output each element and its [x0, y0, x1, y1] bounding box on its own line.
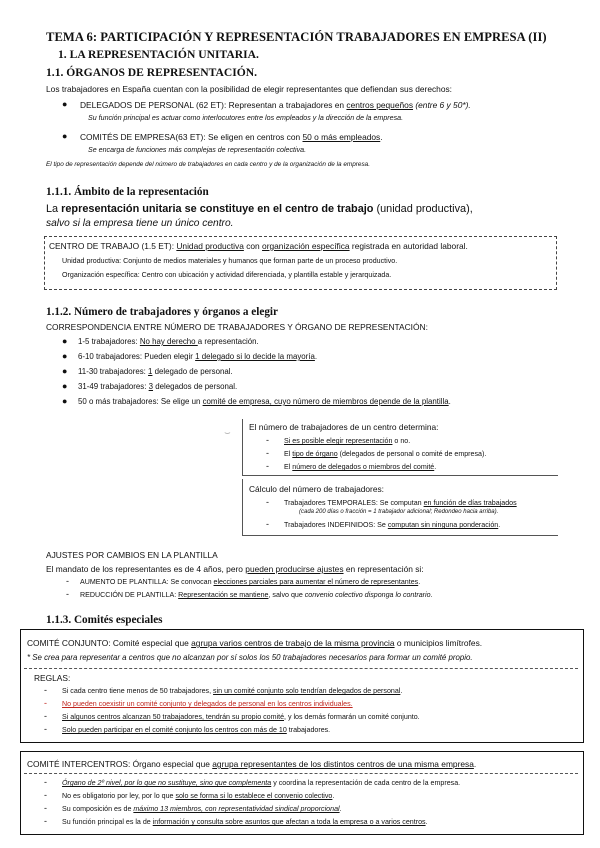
subsection-heading: 1.1. ÓRGANOS DE REPRESENTACIÓN.	[46, 66, 258, 79]
box1-item: El tipo de órgano (delegados de personal o comité de empresa).	[284, 450, 487, 458]
box2-bottom-border	[242, 535, 558, 536]
dash-icon: -	[44, 724, 47, 734]
box2-temporales-note: (cada 200 días o fracción = 1 trabajador adicional; Redondeo hacia arriba).	[299, 509, 499, 515]
intercentros-item: Órgano de 2º nivel, por lo que no sustituye, sino que complementa y coordina la representación de cada centro de la empresa.	[62, 779, 461, 787]
list-item: 31-49 trabajadores: 3 delegados de personal.	[78, 382, 238, 391]
bullet-icon: ●	[62, 381, 68, 391]
dash-icon: -	[44, 711, 47, 721]
list-item: 50 o más trabajadores: Se elige un comité de empresa, cuyo número de miembros depende de la plantilla.	[78, 397, 451, 406]
intro-text: Los trabajadores en España cuentan con la posibilidad de elegir representantes que defiendan sus derechos:	[46, 84, 453, 94]
list-item: 11-30 trabajadores: 1 delegado de personal.	[78, 367, 233, 376]
bullet-icon: ●	[62, 131, 68, 141]
bullet-icon: ●	[62, 366, 68, 376]
delegados-note: Su función principal es actuar como interlocutores entre los empleados y la dirección de la empresa.	[88, 114, 404, 122]
section-heading: 1. LA REPRESENTACIÓN UNITARIA.	[58, 48, 259, 61]
organizacion-especifica-def: Organización específica: Centro con ubicación y actividad diferenciada, y plantilla estable y jerarquizada.	[62, 271, 392, 279]
intercentros-item: Su función principal es la de información y consulta sobre asuntos que afectan a toda la empresa o a varios centros.	[62, 818, 428, 826]
box2-indefinidos: Trabajadores INDEFINIDOS: Se computan sin ninguna ponderación.	[284, 521, 501, 529]
box1-item: Si es posible elegir representación o no.	[284, 437, 411, 445]
delegados-item: DELEGADOS DE PERSONAL (62 ET): Representan a trabajadores en centros pequeños (entre 6 y 50*).	[80, 100, 471, 110]
bullet-icon: ●	[62, 396, 68, 406]
comite-intercentros-def: COMITÉ INTERCENTROS: Órgano especial que agrupa representantes de los distintos centros de una misma empresa.	[27, 759, 477, 769]
footnote: El tipo de representación depende del número de trabajadores en cada centro y de la organización de la empresa.	[46, 161, 371, 168]
ajustes-aumento: AUMENTO DE PLANTILLA: Se convocan elecciones parciales para aumentar el número de representantes.	[80, 578, 421, 586]
box2-title: Cálculo del número de trabajadores:	[249, 484, 385, 494]
dash-icon: -	[266, 448, 269, 458]
dash-icon: -	[44, 790, 47, 800]
box1-title: El número de trabajadores de un centro determina:	[249, 422, 439, 432]
stray-mark: ‿	[225, 428, 230, 434]
correspondencia-title: CORRESPONDENCIA ENTRE NÚMERO DE TRABAJADORES Y ÓRGANO DE REPRESENTACIÓN:	[46, 322, 428, 332]
dash-icon: -	[266, 519, 269, 529]
centro-trabajo-def: CENTRO DE TRABAJO (1.5 ET): Unidad productiva con organización específica registrada en autoridad laboral.	[49, 241, 468, 251]
box1-item: El número de delegados o miembros del comité.	[284, 463, 437, 471]
dash-icon: -	[266, 497, 269, 507]
regla-item: Solo pueden participar en el comité conjunto los centros con más de 10 trabajadores.	[62, 726, 331, 734]
intercentros-item: Su composición es de máximo 13 miembros, con representatividad sindical proporcional.	[62, 805, 342, 813]
dash-icon: -	[44, 698, 47, 708]
ambito-line1: La representación unitaria se constituye en el centro de trabajo (unidad productiva),	[46, 203, 473, 215]
dash-icon: -	[66, 589, 69, 599]
dash-icon: -	[266, 461, 269, 471]
ambito-line2: salvo si la empresa tiene un único centro.	[46, 218, 234, 229]
regla-item-red: No pueden coexistir un comité conjunto y delegados de personal en los centros individuales.	[62, 700, 353, 708]
ajustes-intro: El mandato de los representantes es de 4 años, pero pueden producirse ajustes en representación si:	[46, 564, 424, 574]
intercentros-item: No es obligatorio por ley, por lo que solo se forma si lo establece el convenio colectivo.	[62, 792, 335, 800]
comites-especiales-heading: 1.1.3. Comités especiales	[46, 614, 163, 626]
dash-icon: -	[44, 816, 47, 826]
dash-icon: -	[66, 576, 69, 586]
dash-icon: -	[44, 777, 47, 787]
dashed-separator	[24, 773, 578, 774]
list-item: 1-5 trabajadores: No hay derecho a representación.	[78, 337, 259, 346]
ambito-heading: 1.1.1. Ámbito de la representación	[46, 186, 209, 198]
list-item: 6-10 trabajadores: Pueden elegir 1 delegado si lo decide la mayoría.	[78, 352, 318, 361]
comites-note: Se encarga de funciones más complejas de representación colectiva.	[88, 146, 307, 154]
ajustes-reduccion: REDUCCIÓN DE PLANTILLA: Representación se mantiene, salvo que convenio colectivo disponga lo contrario.	[80, 591, 433, 599]
unidad-productiva-def: Unidad productiva: Conjunto de medios materiales y humanos que forman parte de un proceso productivo.	[62, 257, 398, 265]
regla-item: Si algunos centros alcanzan 50 trabajadores, tendrán su propio comité, y los demás formarán un comité conjunto.	[62, 713, 420, 721]
comite-conjunto-note: * Se crea para representar a centros que no alcanzan por sí solos los 50 trabajadores necesarios para formar un comité propio.	[27, 653, 473, 662]
dash-icon: -	[266, 435, 269, 445]
reglas-title: REGLAS:	[34, 673, 71, 683]
comites-item: COMITÉS DE EMPRESA(63 ET): Se eligen en centros con 50 o más empleados.	[80, 132, 383, 142]
dash-icon: -	[44, 803, 47, 813]
box1-bottom-border	[242, 475, 558, 476]
comite-conjunto-def: COMITÉ CONJUNTO: Comité especial que agrupa varios centros de trabajo de la misma provincia o municipios limítrofes.	[27, 638, 483, 648]
ajustes-title: AJUSTES POR CAMBIOS EN LA PLANTILLA	[46, 550, 218, 560]
bullet-icon: ●	[62, 351, 68, 361]
dash-icon: -	[44, 685, 47, 695]
box2-left-border	[242, 479, 243, 535]
numero-heading: 1.1.2. Número de trabajadores y órganos a elegir	[46, 306, 279, 318]
dashed-separator	[24, 668, 578, 669]
regla-item: Si cada centro tiene menos de 50 trabajadores, sin un comité conjunto solo tendrían delegados de personal.	[62, 687, 403, 695]
box2-temporales: Trabajadores TEMPORALES: Se computan en función de días trabajados	[284, 499, 517, 507]
bullet-icon: ●	[62, 99, 68, 109]
bullet-icon: ●	[62, 336, 68, 346]
box1-left-border	[242, 419, 243, 475]
page-title: TEMA 6: PARTICIPACIÓN Y REPRESENTACIÓN TRABAJADORES EN EMPRESA (II)	[46, 30, 547, 44]
